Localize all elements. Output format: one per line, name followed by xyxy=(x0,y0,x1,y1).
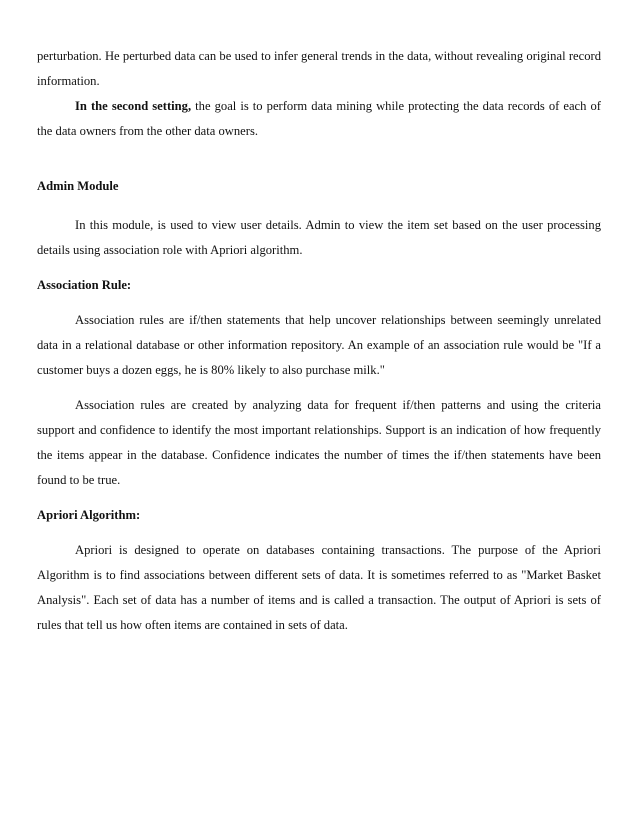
document-page xyxy=(37,44,601,638)
admin-module-body: In this module, is used to view user details. Admin to view the item set based on the user processing details using association role with Apriori algorithm. xyxy=(37,218,601,257)
association-rule-paragraph-2: Association rules are created by analyzing data for frequent if/then patterns and using the criteria support and confidence to identify the most important relationships. Support is an indication of how frequently the items appear in the database. Confidence indicates the number of times the if/then statements have been found to be true. xyxy=(37,398,601,487)
second-setting-label: In the second setting, xyxy=(75,99,192,113)
intro-continuation: perturbation. He perturbed data can be used to infer general trends in the data, without revealing original record information. xyxy=(37,49,601,88)
apriori-heading: Apriori Algorithm: xyxy=(37,508,141,522)
second-setting-paragraph xyxy=(37,94,601,144)
apriori-body: Apriori is designed to operate on databases containing transactions. The purpose of the Apriori Algorithm is to find associations between different sets of data. It is sometimes referred to as "Market Basket Analysis". Each set of data has a number of items and is called a transaction. The output of Apriori is sets of rules that tell us how often items are contained in sets of data. xyxy=(37,543,601,632)
second-setting-text: the goal is to perform data mining while protecting the data records of each of the data owners from the other data owners. xyxy=(37,99,601,138)
association-rule-paragraph-1: Association rules are if/then statements that help uncover relationships between seemingly unrelated data in a relational database or other information repository. An example of an association rule would be "If a customer buys a dozen eggs, he is 80% likely to also purchase milk." xyxy=(37,313,601,377)
association-rule-heading: Association Rule: xyxy=(37,278,132,292)
admin-module-heading: Admin Module xyxy=(37,179,119,193)
